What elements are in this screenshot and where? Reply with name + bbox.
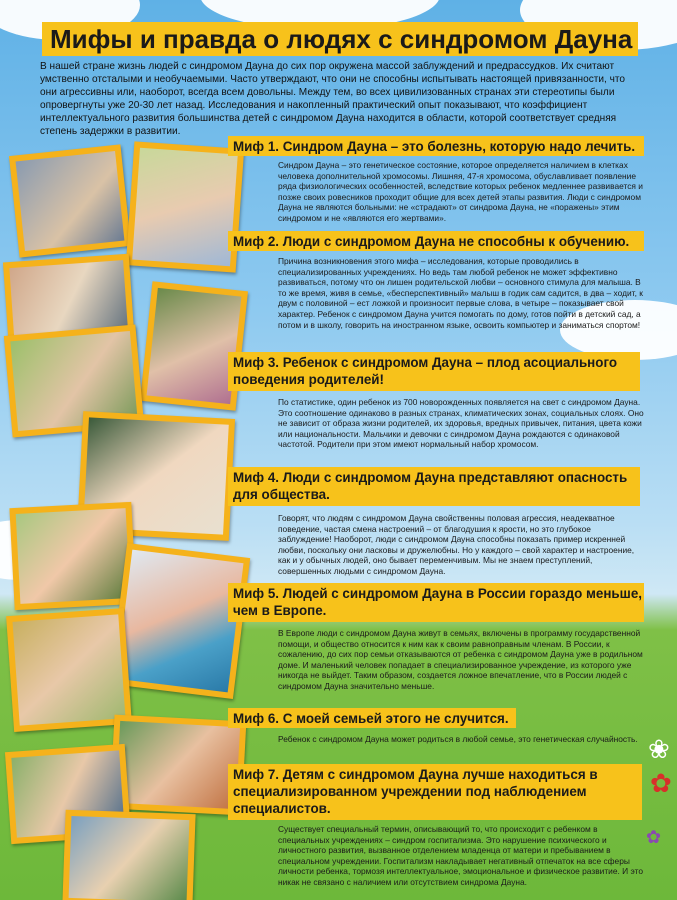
myth-6-title: Миф 6. С моей семьей этого не случится.: [233, 711, 509, 726]
photo-child-2: [126, 141, 244, 272]
myth-5-title: Миф 5. Людей с синдромом Дауна в России гораздо меньше, чем в Европе.: [233, 586, 642, 618]
photo-boy-smile: [9, 502, 136, 610]
myth-3-title: Миф 3. Ребенок с синдромом Дауна – плод асоциального поведения родителей!: [233, 355, 618, 387]
photo-girls-hug: [6, 608, 132, 732]
purple-flower-icon: ✿: [646, 827, 662, 847]
photo-child-1: [9, 144, 131, 257]
myth-7-title: Миф 7. Детям с синдромом Дауна лучше находиться в специализированном учреждении под наблюдением специалистов.: [233, 767, 598, 816]
intro-text: В нашей стране жизнь людей с синдромом Дауна до сих пор окружена массой заблуждений и предрассудков. Их считают умственно отсталыми и необучаемыми. Часто утверждают, что они не способны испытывать настоящей привязанности, что они агрессивны или, наоборот, всегда всем довольны. Между тем, во всех цивилизованных странах эти стереотипы были опровергнуты уже 20-30 лет назад. Исследования и накопленный практический опыт показывают, что коэффициент интеллектуального развития большинства детей с синдромом Дауна находится в области, которой соответствует средняя степень задержки в развитии.: [40, 61, 626, 137]
myth-4-title: Миф 4. Люди с синдромом Дауна представляют опасность для общества.: [233, 470, 628, 502]
myth-2-title: Миф 2. Люди с синдромом Дауна не способны к обучению.: [233, 234, 630, 249]
myth-5-text: В Европе люди с синдромом Дауна живут в семьях, включены в программу государственной помощи, и общество относится к ним как к своим равноправным членам. В России, к сожалению, до сих пор семьи отказываются от ребенка с синдромом Дауна уже в родильном доме. И маленький человек попадает в специализированное учреждение, из которого уже никогда не выйдет. Таким образом, создается ложное впечатление, что в России людей с синдромом Дауна значительно меньше.: [278, 628, 643, 691]
myth-3-text: По статистике, один ребенок из 700 новорожденных появляется на свет с синдромом Дауна. Это соотношение одинаково в разных странах, климатических зонах, социальных слоях. Оно не зависит от образа жизни родителей, их здоровья, вредных привычек, питания, цвета кожи или национальности. Мальчики и девочки с синдромом Дауна рождаются с одинаковой частотой. Родители при этом имеют нормальный набор хромосом.: [278, 397, 644, 450]
page-title: Мифы и правда о людях с синдромом Дауна: [50, 24, 633, 54]
photo-family-4: [62, 810, 195, 900]
myth-4-text: Говорят, что людям с синдромом Дауна свойственны половая агрессия, неадекватное поведение, частая смена настроений – от благодушия к ярости, но это глубокое заблуждение! Наоборот, люди с синдромом Дауна способны показать пример искренней любви, поскольку они ласковы и дружелюбны. Но у каждого – свой характер и настроение, как и у обычных людей, оно бывает переменчивым. Мы не знаем преступлений, совершенных людьми с синдромом Дауна.: [278, 513, 635, 576]
red-flower-icon: ✿: [650, 768, 672, 798]
myth-1-title: Миф 1. Синдром Дауна – это болезнь, которую надо лечить.: [233, 139, 636, 154]
myth-6-text: Ребенок с синдромом Дауна может родиться в любой семье, это генетическая случайность.: [278, 734, 638, 744]
myth-7-text: Существует специальный термин, описывающий то, что происходит с ребенком в специальных учреждениях – синдром госпитализма. Это нарушение психического и личностного развития, вызванное отделением младенца от матери и пребыванием в специальном учреждении. Госпитализм накладывает негативный отпечаток на все сферы личности ребенка, тормозя интеллектуальное, эмоциональное и физическое развитие. И это никак не связано с наличием или отсутствием синдрома Дауна.: [278, 824, 643, 887]
photo-family-2: [110, 715, 247, 816]
photo-child-3: [140, 281, 248, 410]
myth-1-text: Синдром Дауна – это генетическое состояние, которое определяется наличием в клетках человека дополнительной хромосомы. Лишняя, 47-я хромосома, обуславливает появление ряда физиологических особенностей, вследствие которых ребенок медленнее развивается и позже своих ровесников проходит общие для всех детей этапы развития. Люди с синдромом Дауна не являются больными: не «страдают» от синдрома Дауна, не «поражены» этим синдромом и не «являются его жертвами».: [278, 160, 643, 223]
white-flower-icon: ❀: [648, 734, 670, 764]
myth-2-text: Причина возникновения этого мифа – исследования, которые проводились в специализированных учреждениях. Но ведь там любой ребенок не может эффективно развиваться, потому что он лишен родительской любви – основного стимула для малыша. В то же время, живя в семье, «бесперспективный» малыш в годик сам садится, в два – ходит, к двум с половиной – ест ложкой и произносит первые слова, в четыре – показывает свой характер. Ребенок с синдромом Дауна учится помогать по дому, готов пойти в детский сад, а потом и в школу, говорить на иностранном языке, освоить компьютер и заниматься спортом!: [278, 256, 643, 330]
